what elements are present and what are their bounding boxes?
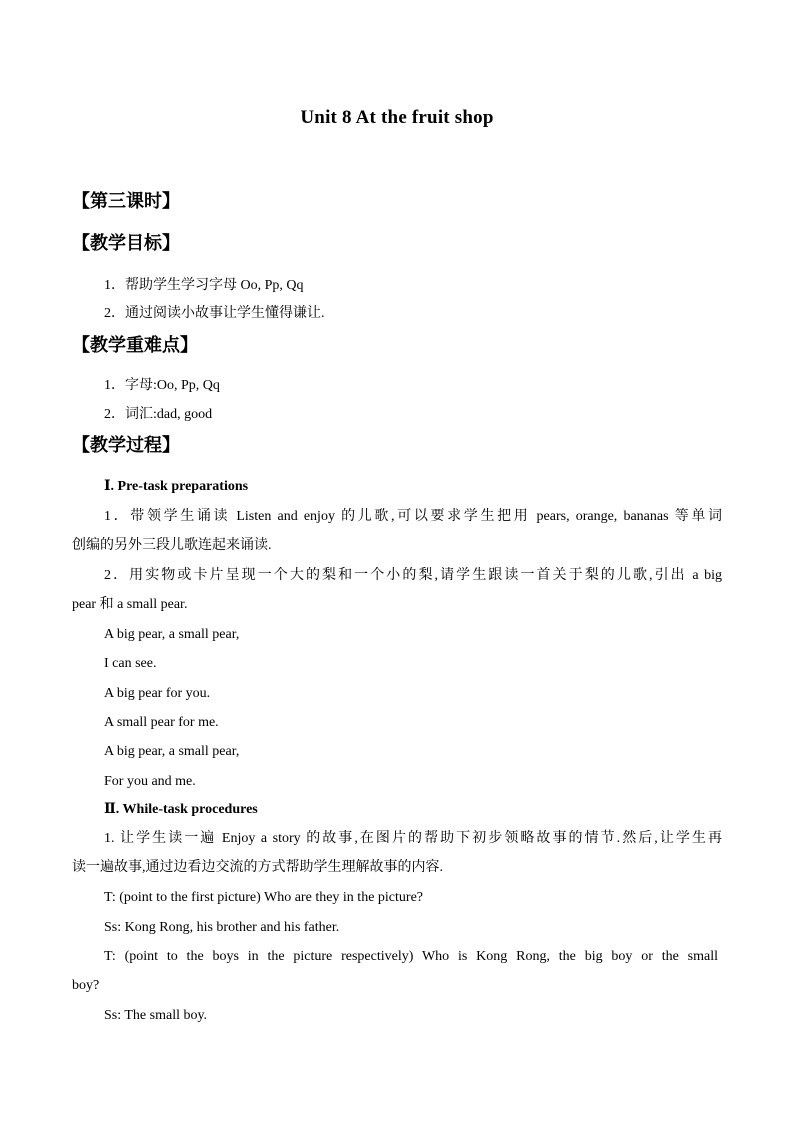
while-task-heading: Ⅱ. While-task procedures	[104, 802, 258, 817]
key-point-item: 2．词汇:dad, good	[104, 407, 213, 422]
dialogue-line: T: (point to the first picture) Who are they in the picture?	[104, 890, 423, 905]
heading-process: 【教学过程】	[72, 435, 180, 456]
key-point-item: 1．字母:Oo, Pp, Qq	[104, 378, 220, 393]
rhyme-line: For you and me.	[104, 774, 196, 789]
pre-task-item2-line1: 2．用实物或卡片呈现一个大的梨和一个小的梨,请学生跟读一首关于梨的儿歌,引出 a big	[104, 568, 722, 583]
pre-task-item1-line1: 1．带领学生诵读 Listen and enjoy 的儿歌,可以要求学生把用 pears, orange, bananas 等单词	[104, 509, 722, 524]
pre-task-item1-line2: 创编的另外三段儿歌连起来诵读.	[72, 538, 272, 553]
dialogue-line: boy?	[72, 978, 100, 993]
rhyme-line: A big pear, a small pear,	[104, 627, 240, 642]
heading-key-points: 【教学重难点】	[72, 335, 198, 356]
dialogue-line: Ss: The small boy.	[104, 1008, 208, 1023]
pre-task-item2-line2: pear 和 a small pear.	[72, 597, 188, 612]
rhyme-line: A big pear, a small pear,	[104, 744, 240, 759]
heading-objectives: 【教学目标】	[72, 233, 180, 254]
while-task-item1-line2: 读一遍故事,通过边看边交流的方式帮助学生理解故事的内容.	[72, 860, 443, 875]
objective-item: 2．通过阅读小故事让学生懂得谦让.	[104, 306, 325, 321]
objective-item: 1．帮助学生学习字母 Oo, Pp, Qq	[104, 278, 304, 293]
rhyme-line: A big pear for you.	[104, 686, 211, 701]
document-title: Unit 8 At the fruit shop	[300, 107, 494, 128]
rhyme-line: A small pear for me.	[104, 715, 219, 730]
dialogue-line: Ss: Kong Rong, his brother and his father.	[104, 920, 340, 935]
dialogue-line: T: (point to the boys in the picture respectively) Who is Kong Rong, the big boy or the small	[104, 949, 718, 964]
pre-task-heading: Ⅰ. Pre-task preparations	[104, 479, 249, 494]
heading-lesson: 【第三课时】	[72, 191, 180, 212]
rhyme-line: I can see.	[104, 656, 157, 671]
while-task-item1-line1: 1. 让学生读一遍 Enjoy a story 的故事,在图片的帮助下初步领略故事的情节.然后,让学生再	[104, 831, 722, 846]
